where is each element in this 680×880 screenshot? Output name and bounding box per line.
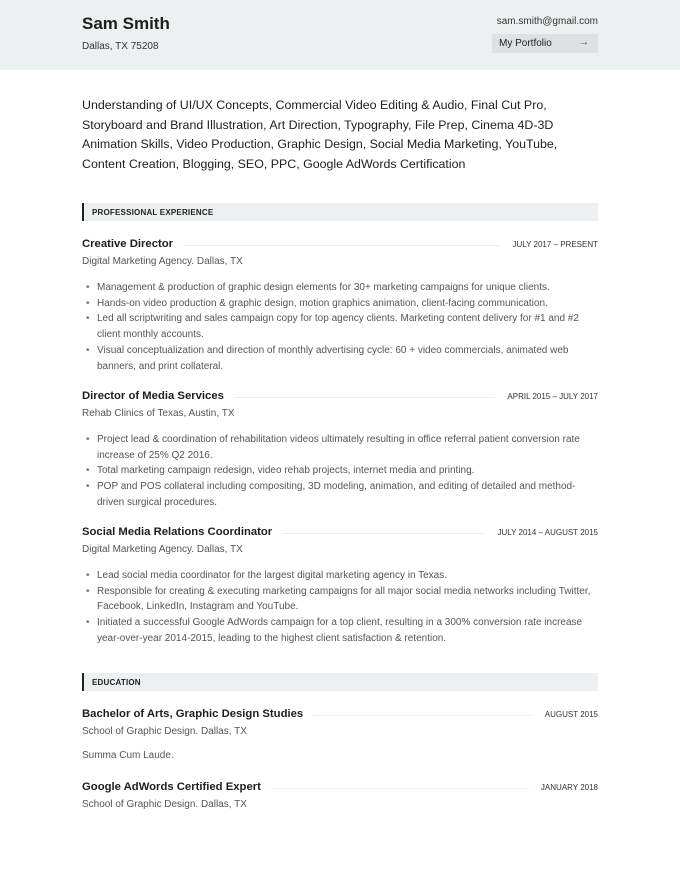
- education-entry: [82, 780, 598, 811]
- divider-line: [313, 715, 533, 716]
- job-bullet: • Management & production of graphic design elements for 30+ marketing campaigns for unique clients.: [82, 280, 598, 296]
- job-bullet: • Led all scriptwriting and sales campaign copy for top agency clients. Marketing content delivery for #1 and #2 client monthly accounts.: [82, 311, 598, 342]
- arrow-right-icon: →: [579, 37, 589, 48]
- job-bullet: • Hands-on video production & graphic design, motion graphics animation, client-facing communication.: [82, 296, 598, 312]
- education-date: AUGUST 2015: [533, 710, 598, 719]
- job-date: APRIL 2015 – JULY 2017: [495, 392, 598, 401]
- candidate-address: Dallas, TX 75208: [82, 41, 159, 52]
- job-bullets: [82, 568, 598, 647]
- job-company: Digital Marketing Agency. Dallas, TX: [82, 256, 243, 267]
- job-date: JULY 2017 – PRESENT: [500, 240, 598, 249]
- job-title-row: [82, 237, 598, 251]
- portfolio-button[interactable]: [492, 34, 598, 53]
- job-bullet: • Visual conceptualization and direction of monthly advertising cycle: 60 + video commercials, animated web banners, and print collateral.: [82, 343, 598, 374]
- job-title-row: [82, 525, 598, 539]
- candidate-name: Sam Smith: [82, 14, 170, 33]
- school-name: School of Graphic Design. Dallas, TX: [82, 799, 247, 810]
- candidate-email-link[interactable]: sam.smith@gmail.com: [496, 16, 598, 27]
- education-date: JANUARY 2018: [529, 783, 598, 792]
- section-heading-education: EDUCATION: [82, 673, 598, 691]
- job-title: Director of Media Services: [82, 390, 234, 402]
- job-bullet: • POP and POS collateral including compositing, 3D modeling, animation, and editing of detailed and method-driven surgical procedures.: [82, 479, 598, 510]
- job-bullet: • Initiated a successful Google AdWords campaign for a top client, resulting in a 300% conversion rate increase year-over-year 2014-2015, leading to the highest client satisfaction & retention.: [82, 615, 598, 646]
- education-entry: [82, 707, 598, 761]
- section-heading-experience: PROFESSIONAL EXPERIENCE: [82, 203, 598, 221]
- job-entry: [82, 525, 598, 647]
- job-bullet: • Lead social media coordinator for the largest digital marketing agency in Texas.: [82, 568, 598, 584]
- job-entry: [82, 389, 598, 511]
- divider-line: [282, 533, 485, 534]
- education-title-row: [82, 780, 598, 794]
- job-title: Social Media Relations Coordinator: [82, 526, 282, 538]
- job-title-row: [82, 389, 598, 403]
- job-company: Digital Marketing Agency. Dallas, TX: [82, 544, 243, 555]
- job-bullets: [82, 432, 598, 511]
- job-entry: [82, 237, 598, 374]
- degree-title: Bachelor of Arts, Graphic Design Studies: [82, 708, 313, 720]
- job-company: Rehab Clinics of Texas, Austin, TX: [82, 408, 235, 419]
- divider-line: [183, 245, 500, 246]
- education-honors: Summa Cum Laude.: [82, 750, 174, 761]
- certification-title: Google AdWords Certified Expert: [82, 781, 271, 793]
- job-bullet: • Project lead & coordination of rehabilitation videos ultimately resulting in office referral patient conversion rate increase of 25% Q2 2016.: [82, 432, 598, 463]
- job-bullet: • Responsible for creating & executing marketing campaigns for all major social media networks including Twitter, Facebook, LinkedIn, Instagram and YouTube.: [82, 584, 598, 615]
- job-bullets: [82, 280, 598, 374]
- job-date: JULY 2014 – AUGUST 2015: [485, 528, 598, 537]
- portfolio-button-label: My Portfolio: [499, 38, 552, 49]
- school-name: School of Graphic Design. Dallas, TX: [82, 726, 247, 737]
- divider-line: [234, 397, 496, 398]
- skills-summary: Understanding of UI/UX Concepts, Commercial Video Editing & Audio, Final Cut Pro, Storyboard and Brand Illustration, Art Direction, Typography, File Prep, Cinema 4D-3D Animation Skills, Video Production, Graphic Design, Social Media Marketing, YouTube, Content Creation, Blogging, SEO, PPC, Google AdWords Certification: [82, 98, 558, 171]
- job-title: Creative Director: [82, 238, 183, 250]
- divider-line: [271, 788, 529, 789]
- resume-header: [0, 0, 680, 70]
- education-title-row: [82, 707, 598, 721]
- job-bullet: • Total marketing campaign redesign, video rehab projects, internet media and printing.: [82, 463, 598, 479]
